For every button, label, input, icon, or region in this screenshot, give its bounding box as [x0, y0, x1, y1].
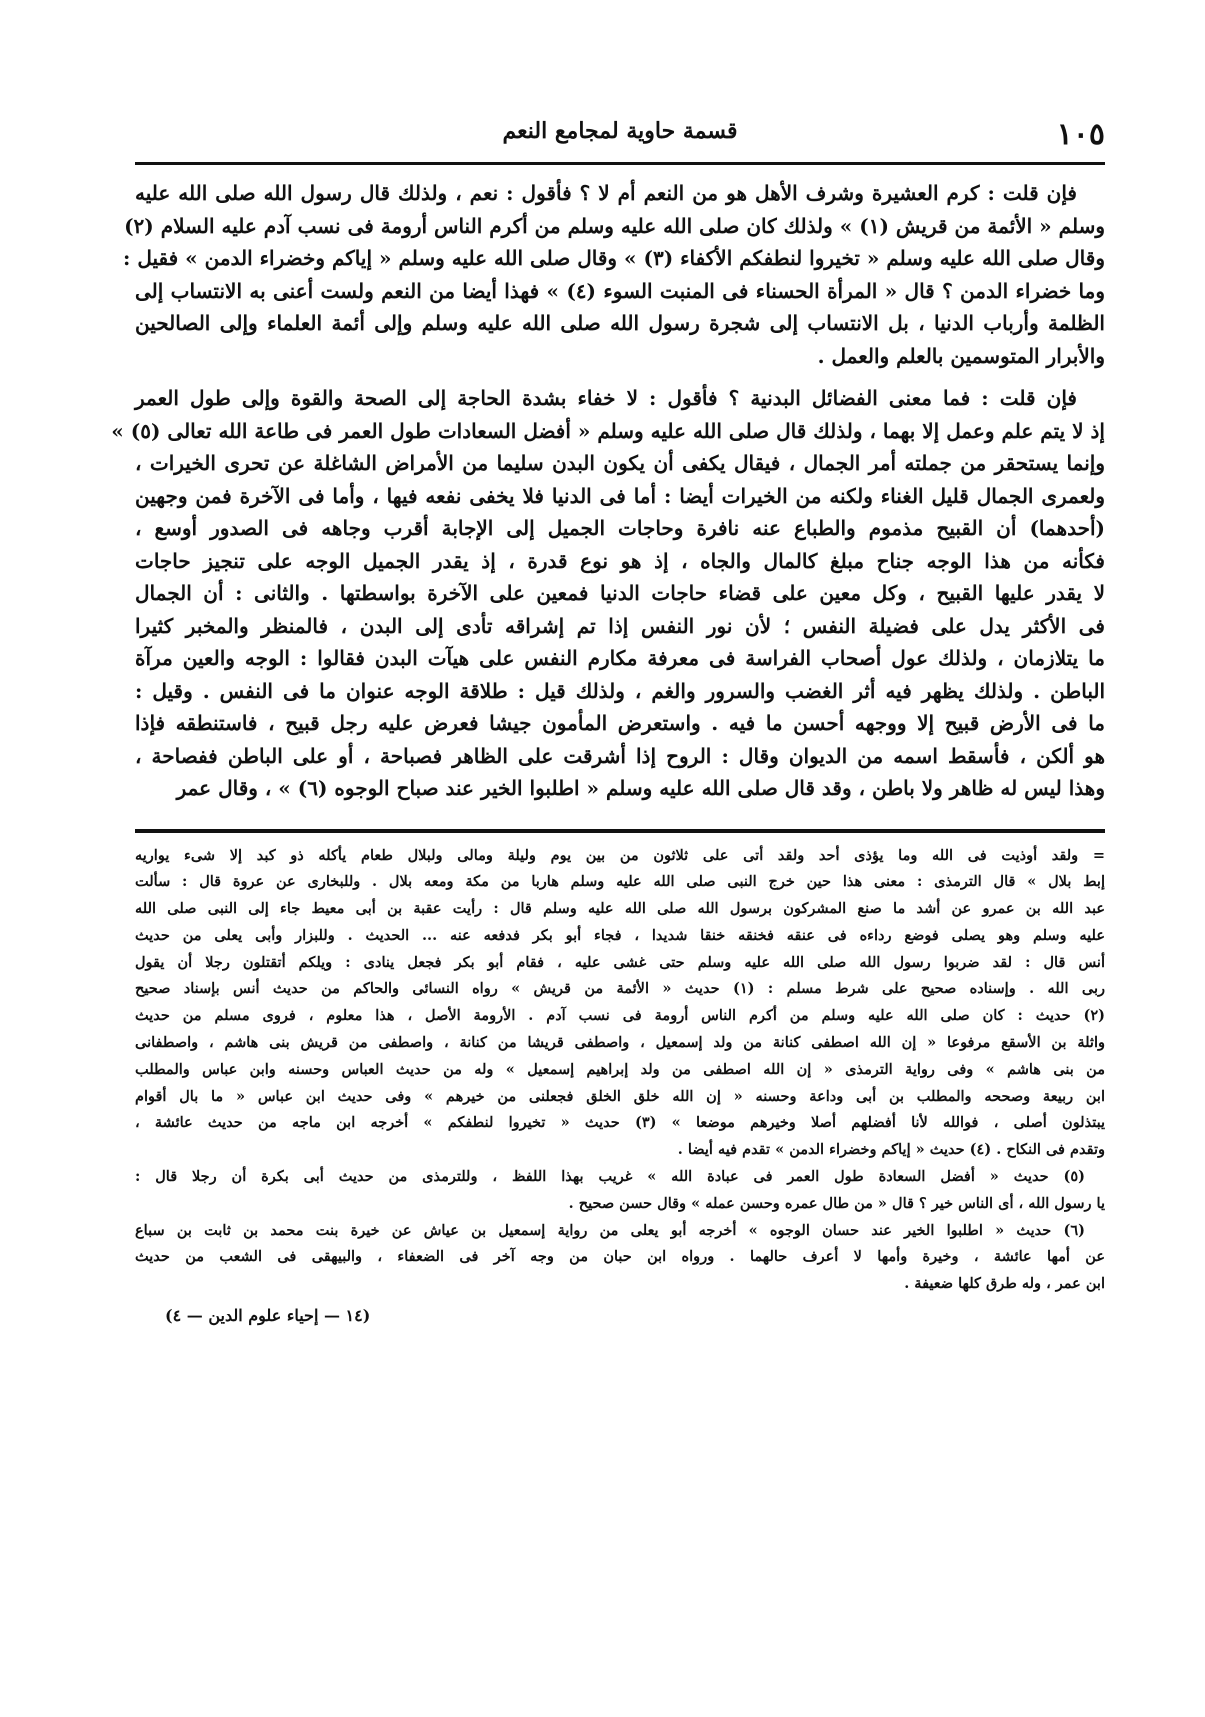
text-line: فكأنه من هذا الوجه جناح مبلغ كالمال والجاه ، إذ هو نوع قدرة ، إذ يقدر الجميل الوجه على تنجيز حاجات: [135, 548, 1105, 573]
page-footer: (١٤ — إحياء علوم الدين — ٤): [165, 1306, 371, 1326]
text-line: والأبرار المتوسمين بالعلم والعمل .: [817, 343, 1105, 368]
paragraph-gap: [135, 372, 1105, 382]
page-header: [135, 112, 1105, 152]
text-line: الظلمة وأرباب الدنيا ، بل الانتساب إلى شجرة رسول الله صلى الله عليه وسلم وإلى أئمة العلماء وإلى الصالحين: [135, 311, 1105, 335]
text-line: وما خضراء الدمن ؟ قال « المرأة الحسناء فى المنبت السوء (٤) » فهذا أيضا من النعم ولست أعنى به الانتساب إلى: [135, 278, 1105, 303]
text-line: فإن قلت : كرم العشيرة وشرف الأهل هو من النعم أم لا ؟ فأقول : نعم ، ولذلك قال رسول الله صلى الله عليه: [135, 181, 1077, 205]
footnote-line: عبد الله بن عمرو عن أشد ما صنع المشركون برسول الله صلى الله عليه وسلم قال : رأيت عقبة بن أبى معيط جاء إلى النبى صلى الله: [135, 900, 1105, 918]
text-line: هو ألكن ، فأسقط اسمه من الديوان وقال : الروح إذا أشرقت على الظاهر فصباحة ، أو على الباطن ففصاحة ،: [135, 743, 1105, 768]
footnote-line: ابن ربيعة وصححه والمطلب بن أبى وداعة وحسنه « إن الله خلق الخلق فجعلنى من خيرهم » وفى حديث ابن عباس « ما بال أقوام: [135, 1087, 1105, 1105]
footnote-line: إبط بلال » قال الترمذى : معنى هذا حين خرج النبى صلى الله عليه وسلم هاربا من مكة ومعه بلال . وللبخارى عن عروة قال : سألت: [135, 873, 1106, 891]
main-text: [111, 177, 1105, 805]
footnote-line: = ولقد أوذيت فى الله وما يؤذى أحد ولقد أتى على ثلاثون من بين يوم وليلة ومالى ولبلال طعام يأكله ذو كبد إلا شىء يواريه: [135, 846, 1105, 864]
text-line: ما فى الأرض قبيح إلا ووجهه أحسن ما فيه . واستعرض المأمون جيشا فعرض عليه رجل قبيح ، فاستنطقه فإذا: [135, 711, 1105, 735]
footnote-line: (٢) حديث : كان صلى الله عليه وسلم من أكرم الناس أرومة فى نسب آدم . الأرومة الأصل ، هذا معلوم ، فروى مسلم من حديث: [135, 1007, 1105, 1025]
footnote-line: من بنى هاشم » وفى رواية الترمذى « إن الله اصطفى من ولد إبراهيم إسمعيل » وله من حديث العباس وحسنه وابن عباس والمطلب: [135, 1060, 1105, 1078]
text-line: وهذا ليس له ظاهر ولا باطن ، وقد قال صلى الله عليه وسلم « اطلبوا الخير عند صباح الوجوه (٦) » ، وقال عمر: [176, 776, 1105, 800]
footnote-line: واثلة بن الأسقع مرفوعا « إن الله اصطفى كنانة من ولد إسمعيل ، واصطفى قريشا من كنانة ، واصطفى من قريش بنى هاشم ، واصطفانى: [135, 1034, 1105, 1052]
text-line: وسلم « الأئمة من قريش (١) » ولذلك كان صلى الله عليه وسلم من أكرم الناس أرومة فى نسب آدم عليه السلام (٢): [124, 213, 1105, 238]
footnote-line: عن أمها عائشة ، وخيرة وأمها لا أعرف حالهما . ورواه ابن حبان من وجه آخر فى الضعفاء ، والبيهقى فى الشعب من حديث: [135, 1248, 1105, 1266]
text-line: لا يقدر عليها القبيح ، وكل معين على قضاء حاجات الدنيا فمعين على الآخرة بواسطتها . والثانى : أن الجمال: [135, 581, 1105, 605]
text-line: وقال صلى الله عليه وسلم « تخيروا لنطفكم الأكفاء (٣) » وقال صلى الله عليه وسلم « إياكم وخضراء الدمن » فقيل :: [122, 246, 1105, 270]
book-page: [111, 112, 1106, 1326]
footnote-line: (٥) حديث « أفضل السعادة طول العمر فى عبادة الله » غريب بهذا اللفظ ، وللترمذى من حديث أبى بكرة أن رجلا قال :: [135, 1168, 1085, 1186]
footnote-line: يبتذلون أصلى ، فوالله لأنا أفضلهم أصلا وخيرهم موضعا » (٣) حديث « تخيروا لنطفكم » أخرجه ابن ماجه من حديث عائشة ،: [135, 1114, 1105, 1132]
text-line: فإن قلت : فما معنى الفضائل البدنية ؟ فأقول : لا خفاء بشدة الحاجة إلى الصحة والقوة وإلى طول العمر: [135, 386, 1077, 410]
footnote-line: (٦) حديث « اطلبوا الخير عند حسان الوجوه » أخرجه أبو يعلى من رواية إسمعيل بن عياش عن خيرة بنت محمد بن ثابت بن سباع: [135, 1221, 1085, 1239]
text-line: الباطن . ولذلك يظهر فيه أثر الغضب والسرور والغم ، ولذلك قيل : طلاقة الوجه عنوان ما فى النفس . وقيل :: [135, 678, 1105, 703]
page-number: ١٠٥: [1056, 117, 1105, 152]
footnote-line: عليه وسلم وهو يصلى فوضع رداءه فى عنقه فخنقه خنقا شديدا ، فجاء أبو بكر فدفعه عنه ... الحديث . وللبزار وأبى يعلى من حديث: [135, 926, 1105, 944]
text-line: (أحدهما) أن القبيح مذموم والطباع عنه نافرة وحاجات الجميل إلى الإجابة أقرب وجاهه فى الصدور أوسع ،: [135, 516, 1105, 540]
header-rule: [135, 162, 1105, 165]
text-line: فى الأكثر يدل على فضيلة النفس ؛ لأن نور النفس إذا تم إشراقه تأدى إلى البدن ، فالمنظر والمخبر كثيرا: [135, 613, 1105, 638]
text-line: ما يتلازمان ، ولذلك عول أصحاب الفراسة فى معرفة مكارم النفس على هيآت البدن فقالوا : الوجه والعين مرآة: [135, 646, 1105, 670]
running-title: قسمة حاوية لمجامع النعم: [502, 118, 738, 144]
footnote-line: يا رسول الله ، أى الناس خير ؟ قال « من طال عمره وحسن عمله » وقال حسن صحيح .: [568, 1194, 1105, 1212]
footnote-line: ربى الله . وإسناده صحيح على شرط مسلم : (١) حديث « الأئمة من قريش » رواه النسائى والحاكم من حديث أنس بإسناد صحيح: [135, 980, 1105, 998]
text-line: إذ لا يتم علم وعمل إلا بهما ، ولذلك قال صلى الله عليه وسلم « أفضل السعادات طول العمر فى طاعة الله تعالى (٥) »: [111, 418, 1105, 443]
text-line: وإنما يستحقر من جملته أمر الجمال ، فيقال يكفى أن يكون البدن سليما من الأمراض الشاغلة عن تحرى الخيرات ،: [135, 451, 1105, 475]
footnote-line: ابن عمر ، وله طرق كلها ضعيفة .: [904, 1275, 1105, 1293]
footnotes: [135, 843, 1105, 1299]
text-line: ولعمرى الجمال قليل الغناء ولكنه من الخيرات أيضا : أما فى الدنيا فلا يخفى نفعه فيها ، وأما فى الآخرة فمن وجهين: [135, 483, 1105, 508]
footnote-line: وتقدم فى النكاح . (٤) حديث « إياكم وخضراء الدمن » تقدم فيه أيضا .: [677, 1141, 1105, 1159]
footnote-line: أنس قال : لقد ضربوا رسول الله صلى الله عليه وسلم حتى غشى عليه ، فقام أبو بكر فجعل ينادى : ويلكم أتقتلون رجلا أن يقول: [135, 953, 1105, 971]
footnote-rule: [135, 829, 1105, 833]
